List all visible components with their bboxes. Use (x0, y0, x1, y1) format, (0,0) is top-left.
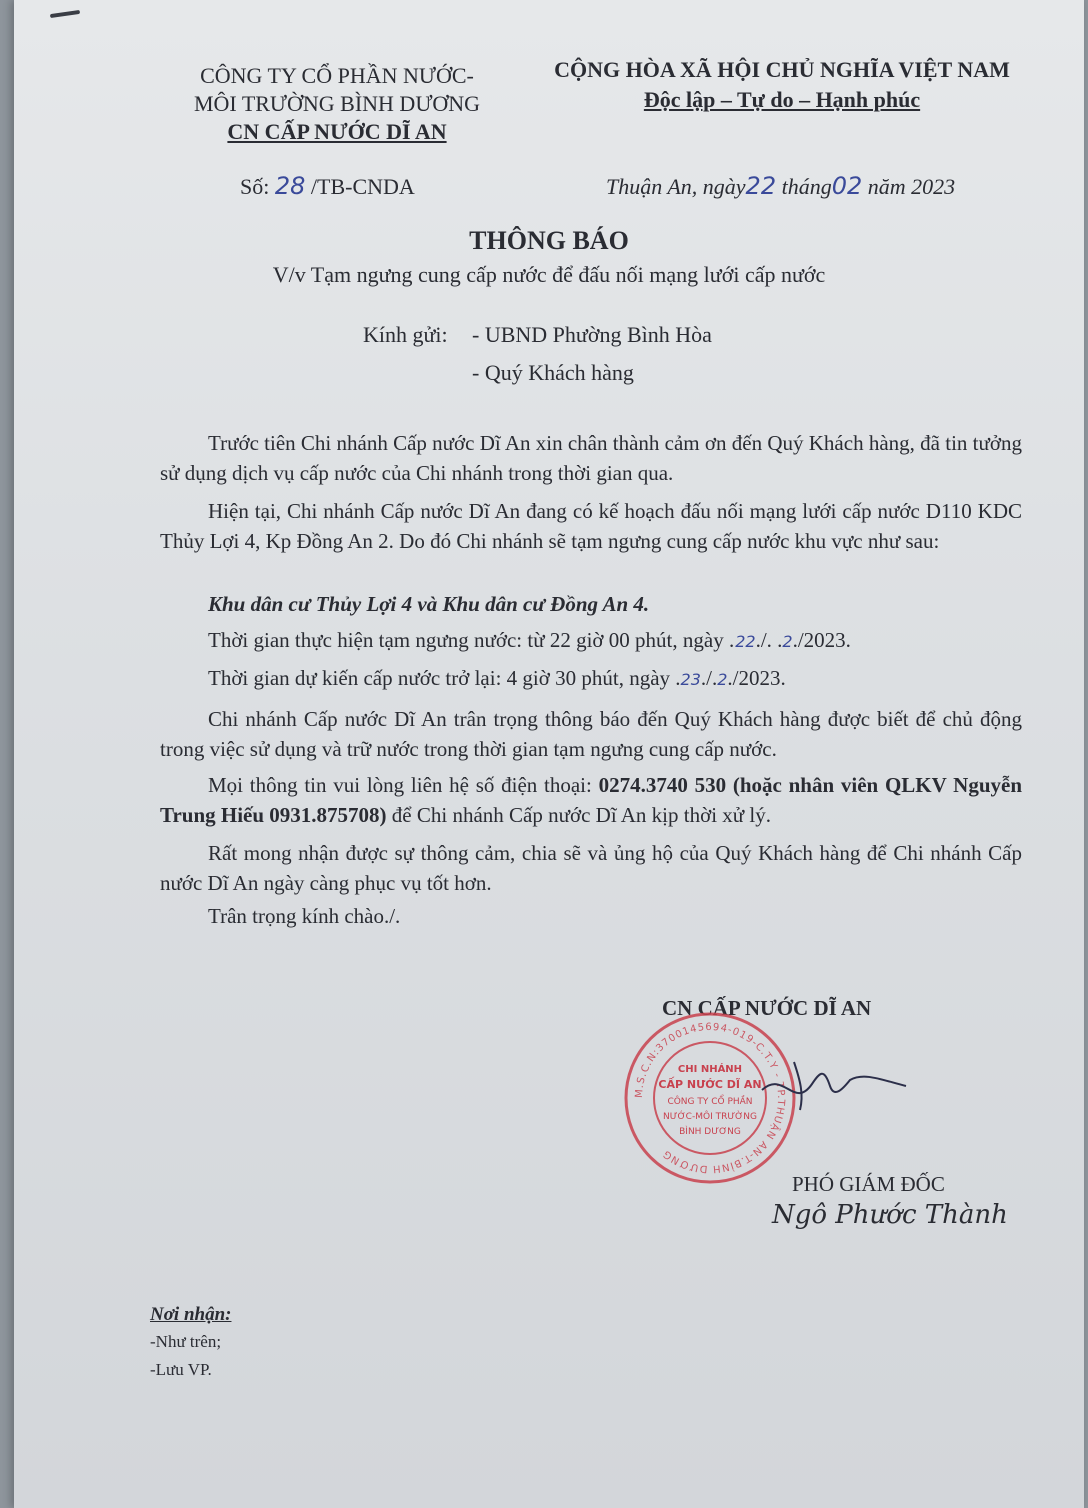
stop-time-text: Thời gian thực hiện tạm ngưng nước: từ 22 giờ 00 phút, ngày (208, 628, 724, 652)
paragraph-4 (160, 770, 1022, 830)
handwritten-month: 02 (831, 172, 863, 200)
handwritten-resume-month: 2 (717, 670, 728, 689)
stamp-line-3: CÔNG TY CỔ PHẦN (667, 1097, 753, 1107)
document-page (14, 0, 1084, 1508)
handwritten-number: 28 (274, 172, 306, 200)
handwritten-day: 22 (745, 172, 777, 200)
stamp-line-5: BÌNH DƯƠNG (679, 1127, 741, 1137)
date-month-label: tháng (781, 174, 832, 199)
recipient-2: - Quý Khách hàng (472, 360, 634, 385)
paragraph-2: Hiện tại, Chi nhánh Cấp nước Dĩ An đang có kế hoạch đấu nối mạng lưới cấp nước D110 KDC Thủy Lợi 4, Kp Đồng An 2. Do đó Chi nhánh sẽ tạm ngưng cung cấp nước khu vực như sau: (160, 499, 1022, 553)
recipient-1: - UBND Phường Bình Hòa (472, 322, 712, 347)
signer-position: PHÓ GIÁM ĐỐC (792, 1172, 945, 1196)
national-title: CỘNG HÒA XÃ HỘI CHỦ NGHĨA VIỆT NAM (554, 57, 1010, 82)
contact-outro: để Chi nhánh Cấp nước Dĩ An kịp thời xử lý. (391, 803, 771, 827)
handwritten-stop-month: 2 (782, 632, 793, 651)
signer-name: Ngô Phước Thành (772, 1200, 1008, 1230)
stop-year: /2023. (797, 628, 851, 652)
notice-title: THÔNG BÁO (469, 226, 629, 255)
number-prefix: Số: (240, 174, 270, 199)
handwritten-stop-day: 22 (735, 632, 756, 651)
handwritten-resume-day: 23 (680, 670, 701, 689)
distribution-label: Nơi nhận: (150, 1304, 232, 1325)
stamp-line-1: CHI NHÁNH (677, 1064, 743, 1075)
branch-name: CN CẤP NƯỚC DĨ AN (227, 119, 447, 144)
date-place: Thuận An, ngày (606, 174, 746, 199)
stamp-ring-text: M.S.C.N:3700145694-019-C.T.Y - TP.THUẬN AN-T.BÌNH DƯƠNG (633, 1021, 787, 1175)
resume-year: /2023. (732, 666, 786, 690)
stop-time-line: Thời gian thực hiện tạm ngưng nước: từ 22 giờ 00 phút, ngày .22./. .2./2023. (208, 628, 851, 652)
stamp-line-2: CẤP NƯỚC DĨ AN (658, 1078, 762, 1091)
pen-mark (50, 10, 80, 18)
company-name-line1: CÔNG TY CỔ PHẦN NƯỚC- (200, 63, 474, 88)
paragraph-5: Rất mong nhận được sự thông cảm, chia sẽ và ủng hộ của Quý Khách hàng để Chi nhánh Cấp nước Dĩ An ngày càng phục vụ tốt hơn. (160, 841, 1022, 895)
paragraph-3: Chi nhánh Cấp nước Dĩ An trân trọng thông báo đến Quý Khách hàng được biết để chủ động trong việc sử dụng và trữ nước trong thời gian tạm ngưng cung cấp nước. (160, 707, 1022, 761)
paragraph-1: Trước tiên Chi nhánh Cấp nước Dĩ An xin chân thành cảm ơn đến Quý Khách hàng, đã tin tưởng sử dụng dịch vụ cấp nước của Chi nhánh trong thời gian qua. (160, 431, 1022, 485)
notice-subject: V/v Tạm ngưng cung cấp nước để đấu nối mạng lưới cấp nước (272, 262, 826, 287)
distribution-item-1: -Như trên; (150, 1332, 222, 1351)
recipients-label: Kính gửi: (363, 322, 448, 347)
affected-area: Khu dân cư Thủy Lợi 4 và Khu dân cư Đồng An 4. (208, 592, 650, 616)
signature-org: CN CẤP NƯỚC DĨ AN (662, 996, 872, 1020)
number-suffix: /TB-CNDA (310, 174, 415, 199)
contact-intro: Mọi thông tin vui lòng liên hệ số điện thoại: (208, 773, 592, 797)
closing: Trân trọng kính chào./. (208, 904, 401, 928)
contact-phone: 0274.3740 530 (hoặc nhân viên QLKV Nguyễn Trung Hiếu 0931.875708) (160, 773, 1023, 827)
company-name-line2: MÔI TRƯỜNG BÌNH DƯƠNG (193, 91, 481, 116)
resume-time-line: Thời gian dự kiến cấp nước trở lại: 4 giờ 30 phút, ngày .23./.2./2023. (208, 666, 786, 690)
document-number (240, 172, 415, 200)
resume-time-text: Thời gian dự kiến cấp nước trở lại: 4 giờ 30 phút, ngày (208, 666, 671, 690)
national-motto: Độc lập – Tự do – Hạnh phúc (643, 87, 921, 112)
distribution-item-2: -Lưu VP. (150, 1360, 212, 1379)
date-year: năm 2023 (867, 174, 956, 199)
stamp-line-4: NƯỚC-MÔI TRƯỜNG (663, 1112, 757, 1122)
signature-scribble (754, 1050, 914, 1120)
document-date (606, 172, 955, 200)
